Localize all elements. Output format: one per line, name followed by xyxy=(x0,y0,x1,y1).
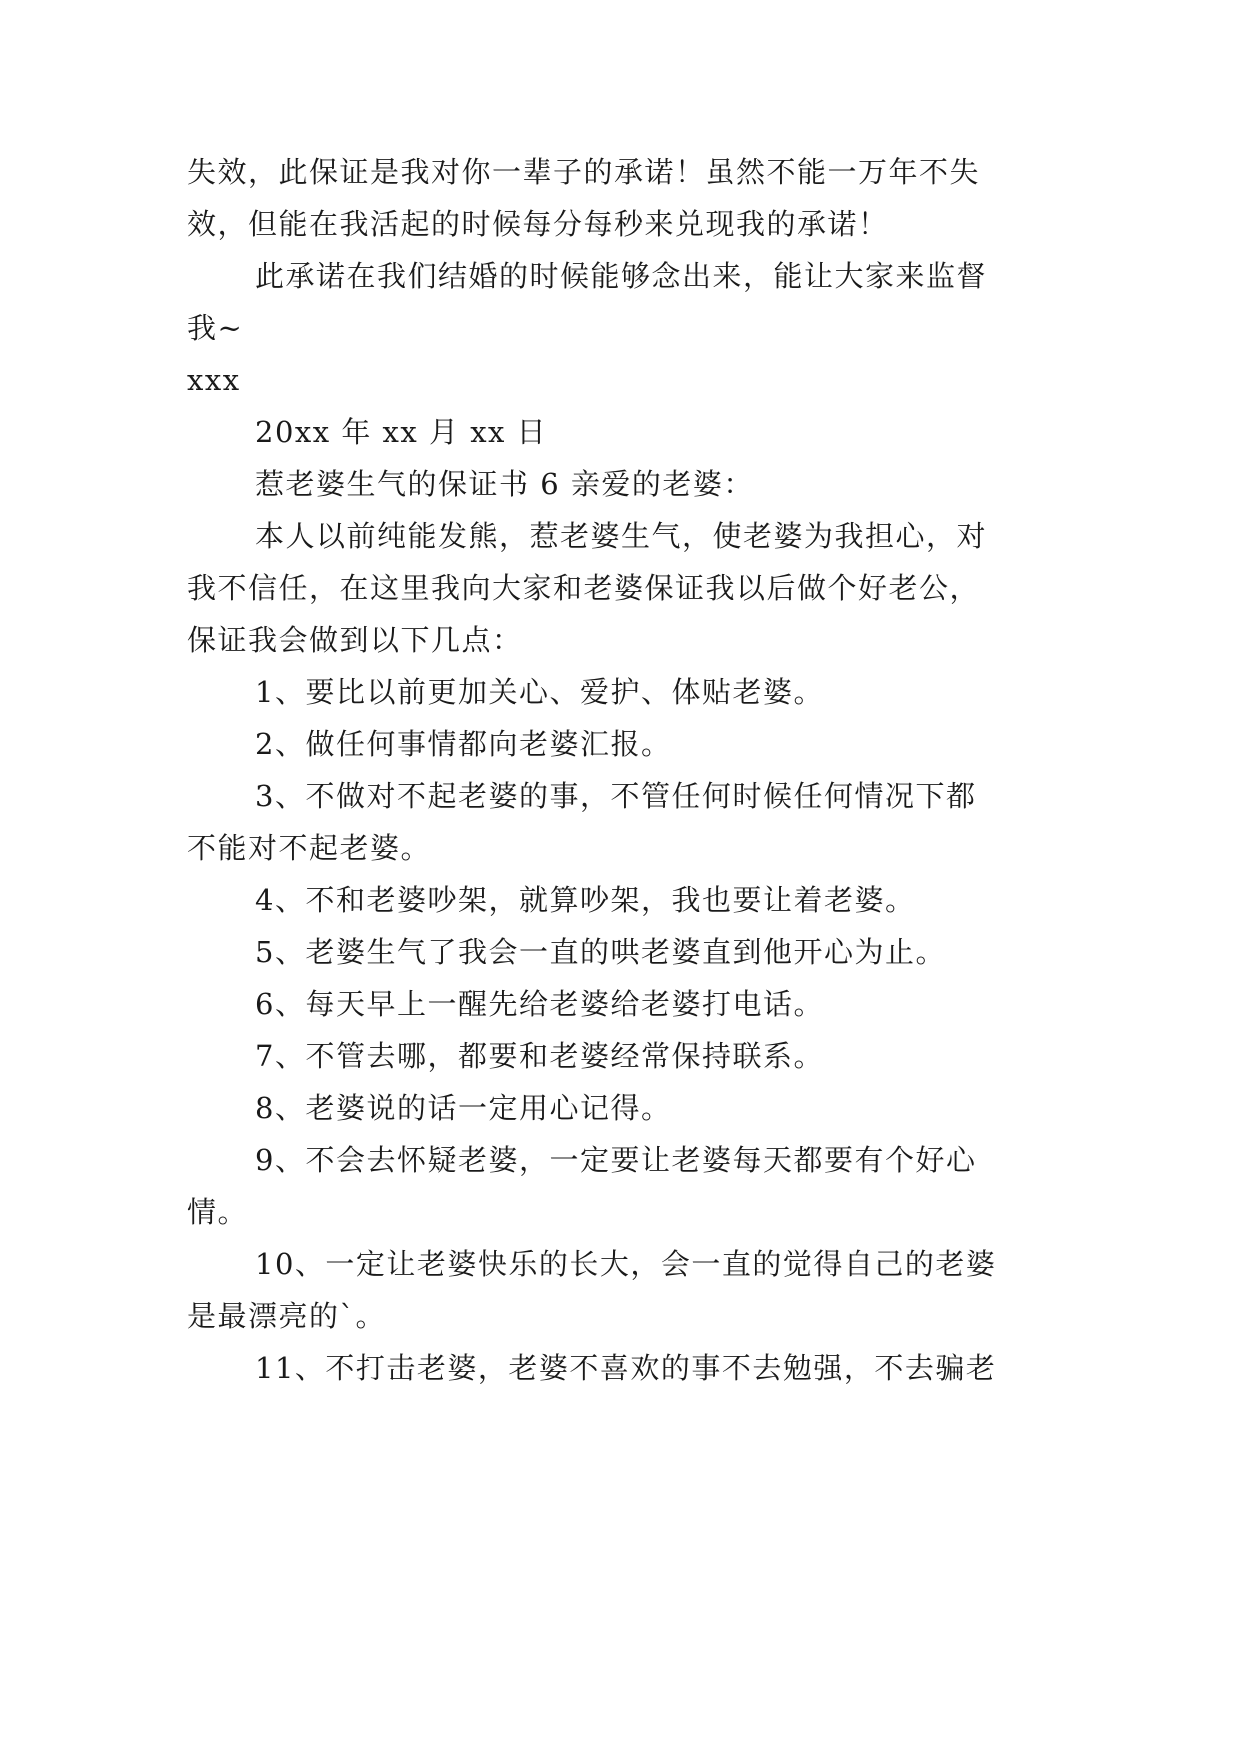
list-item: 10、一定让老婆快乐的长大，会一直的觉得自己的老婆 xyxy=(255,1247,997,1281)
text-line: 我不信任，在这里我向大家和老婆保证我以后做个好老公， xyxy=(187,571,981,605)
list-item: 5、老婆生气了我会一直的哄老婆直到他开心为止。 xyxy=(255,935,946,969)
text-line: 此承诺在我们结婚的时候能够念出来，能让大家来监督 xyxy=(255,259,988,293)
list-item: 11、不打击老婆，老婆不喜欢的事不去勉强，不去骗老 xyxy=(255,1351,997,1385)
text-line: 失效，此保证是我对你一辈子的承诺！虽然不能一万年不失 xyxy=(187,155,981,189)
list-item: 3、不做对不起老婆的事，不管任何时候任何情况下都 xyxy=(255,779,977,813)
signature-name: xxx xyxy=(187,363,241,397)
list-item: 1、要比以前更加关心、爱护、体贴老婆。 xyxy=(255,675,824,709)
list-item: 9、不会去怀疑老婆，一定要让老婆每天都要有个好心 xyxy=(255,1143,977,1177)
text-line: 效，但能在我活起的时候每分每秒来兑现我的承诺！ xyxy=(187,207,889,241)
list-item: 4、不和老婆吵架，就算吵架，我也要让着老婆。 xyxy=(255,883,916,917)
text-line: 保证我会做到以下几点： xyxy=(187,623,523,657)
list-item: 2、做任何事情都向老婆汇报。 xyxy=(255,727,672,761)
section-heading: 惹老婆生气的保证书 6 亲爱的老婆： xyxy=(255,467,754,501)
list-item: 6、每天早上一醒先给老婆给老婆打电话。 xyxy=(255,987,824,1021)
text-line: 我~ xyxy=(187,311,244,345)
list-item: 8、老婆说的话一定用心记得。 xyxy=(255,1091,672,1125)
list-item-continuation: 情。 xyxy=(187,1195,249,1229)
list-item-continuation: 是最漂亮的`。 xyxy=(187,1299,387,1333)
list-item: 7、不管去哪，都要和老婆经常保持联系。 xyxy=(255,1039,824,1073)
date-line: 20xx 年 xx 月 xx 日 xyxy=(255,415,548,449)
list-item-continuation: 不能对不起老婆。 xyxy=(187,831,432,865)
text-line: 本人以前纯能发熊，惹老婆生气，使老婆为我担心，对 xyxy=(255,519,988,553)
